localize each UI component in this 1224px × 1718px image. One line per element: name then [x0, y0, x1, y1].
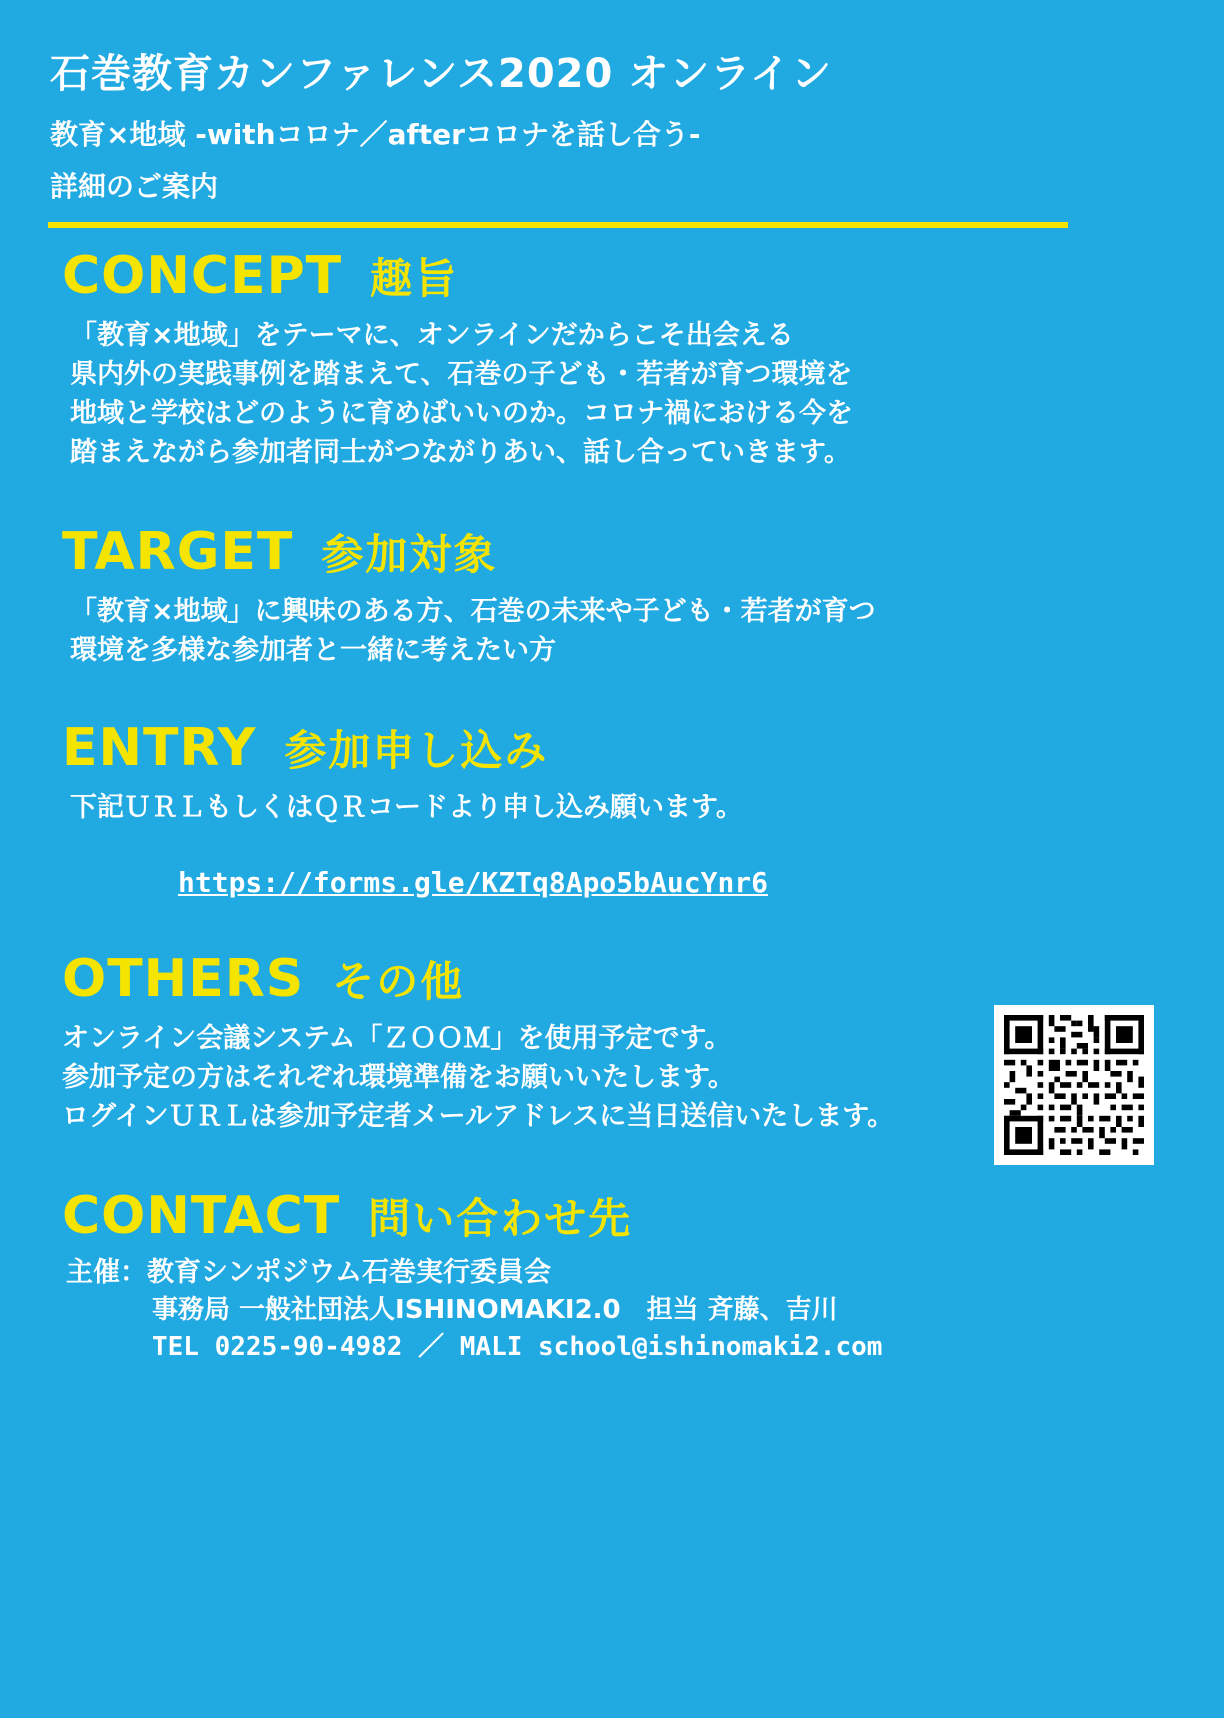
section-others-heading [62, 948, 1176, 1009]
section-concept-title-en: CONCEPT [62, 245, 343, 306]
section-entry-body [70, 788, 1176, 827]
section-target [48, 522, 1176, 670]
section-target-title-ja: 参加対象 [321, 530, 498, 580]
section-contact [48, 1186, 1176, 1367]
section-entry-line-1: 下記ＵＲＬもしくはＱＲコードより申し込み願います。 [70, 792, 743, 824]
entry-form-link[interactable]: https://forms.gle/KZTq8Apo5bAucYnr6 [178, 865, 769, 899]
section-contact-title-ja: 問い合わせ先 [368, 1194, 633, 1243]
section-others-line-1: オンライン会議システム「ＺＯＯＭ」を使用予定です。 [62, 1022, 732, 1054]
page-subtitle: 教育×地域 -withコロナ／afterコロナを話し合う- [50, 118, 701, 151]
section-others-title-en: OTHERS [62, 948, 305, 1009]
section-concept-line-4: 踏まえながら参加者同士がつながりあい、話し合っていきます。 [70, 437, 851, 469]
section-entry-title-ja: 参加申し込み [284, 726, 549, 776]
section-concept-line-3: 地域と学校はどのように育めばいいのか。コロナ禍における今を [70, 397, 853, 429]
section-contact-title-en: CONTACT [62, 1186, 341, 1246]
header [48, 50, 1176, 228]
section-others-line-2: 参加予定の方はそれぞれ環境準備をお願いいたします。 [62, 1061, 735, 1093]
qr-code-graphic [1004, 1015, 1144, 1155]
section-concept-body [70, 316, 1176, 473]
page-subtitle-secondary: 詳細のご案内 [50, 169, 219, 203]
contact-organizer: 主催：教育シンポジウム石巻実行委員会 [66, 1257, 552, 1288]
entry-url-line [48, 866, 1176, 899]
section-entry-heading [62, 718, 1176, 779]
qr-code-icon[interactable] [994, 1005, 1154, 1165]
section-target-body [70, 592, 1176, 670]
section-concept-title-ja: 趣旨 [370, 253, 459, 303]
contact-office: 事務局 一般社団法人ISHINOMAKI2.0 担当 斉藤、吉川 [152, 1294, 838, 1325]
section-concept-line-2: 県内外の実践事例を踏まえて、石巻の子ども・若者が育つ環境を [70, 358, 853, 390]
section-target-line-1: 「教育×地域」に興味のある方、石巻の未来や子ども・若者が育つ [70, 596, 876, 628]
section-concept [48, 245, 1176, 473]
section-target-line-2: 環境を多様な参加者と一緒に考えたい方 [70, 635, 556, 667]
section-concept-line-1: 「教育×地域」をテーマに、オンラインだからこそ出会える [70, 319, 794, 351]
section-others-line-3: ログインＵＲＬは参加予定者メールアドレスに当日送信いたします。 [62, 1100, 895, 1132]
section-target-heading [62, 522, 1176, 583]
page-title: 石巻教育カンファレンス2020 オンライン [50, 51, 833, 97]
section-entry-title-en: ENTRY [62, 718, 257, 779]
contact-tel-mail: TEL 0225-90-4982 ／ MALI school@ishinomaki2.com [152, 1332, 883, 1363]
section-contact-heading [62, 1186, 1176, 1246]
section-others-title-ja: その他 [332, 956, 465, 1006]
contact-details [66, 1254, 1176, 1367]
section-target-title-en: TARGET [62, 522, 294, 583]
section-concept-heading [62, 245, 1176, 306]
section-entry [48, 718, 1176, 899]
header-divider [48, 222, 1068, 228]
